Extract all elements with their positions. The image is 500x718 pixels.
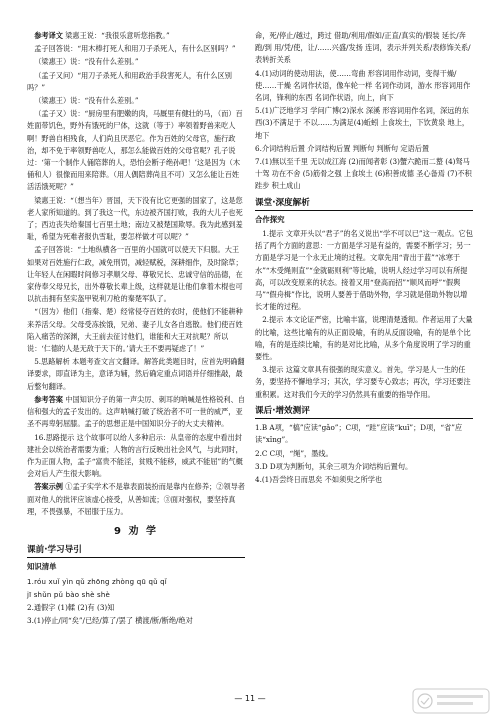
answer-example: 答案示例 ①孟子实学术不是靠表面装扮而是靠内在修养；②领导者面对他人的批评应该虚心接受，从善如流；③面对强权，要坚持真理，不畏强暴，不屈服于压力。 <box>27 482 245 516</box>
test-answer-2: 2.C C项，“绳”，墨线。 <box>255 448 333 458</box>
watermark-logo <box>412 688 490 714</box>
question-16-hint: 16.思路提示 这个故事可以给人多种启示：从皇帝的态度中看出封建社会以统治者需要为重；人物的言行反映出社会风气，与此同时，作为正面人物，孟子“富贵不能淫，贫贱不能移，威武不能屈”的气概会对后人产生很大影响。 <box>27 432 243 479</box>
answer-block: 参考答案 中国知识分子的第一声尖厉、刺耳的呐喊是性格锐利、自信和强大的孟子发出的。这声呐喊打破了统治者不可一世的威严，亚圣不再卑躬屈膝。孟子的思想正是中国知识分子的大丈夫精神。 <box>27 394 245 429</box>
pinyin-line-2: jī shǔn pǔ bào shè shè <box>27 590 111 599</box>
knowledge-item-3: 3.(1)停止/同“矣”/已经/算了/罢了 横渡/断/断绝/绝对 <box>27 616 193 626</box>
subsection-knowledge-list: 知识清单 <box>27 562 57 572</box>
test-answer-4: 4.(1)吾尝终日而思矣 不如须臾之所学也 <box>255 474 383 484</box>
question-5-hint: 5.思路解析 本题考查文言文翻译。解答此类题目时，应首先明确翻译要求，即直译为主，意译为辅，然后确定重点词语并仔细推敲，最后整句翻译。 <box>27 357 245 391</box>
section-header-inclass: 课堂·深度解析 <box>255 197 473 211</box>
translation-para: （孟子又）说：“厨房里有肥嫩的肉，马厩里有健壮的马，（而）百姓面带饥色，野外有饿死的尸体，这就（等于）率领着野兽来吃人啊！野兽自相残食，人们尚且厌恶它。作为百姓的父母官，施行政治，却不免于率领野兽吃人，那怎么能做百姓的父母官呢？孔子说过：‘第一个制作人俑陪葬的人，恐怕会断子绝孙吧！’这是因为（木俑和人）很像而用来陪葬。（用人偶陪葬尚且不可）又怎么能让百姓活活饿死呢？” <box>27 109 243 192</box>
answer-para: 4.(1)动词的使动用法，使……弯曲 形容词用作动词，变得干燥/使……干燥 名词作状语，像车轮一样 名词作动词，游水 形容词用作名词，锋利的东西 名词作状语，向上，向下 <box>255 68 471 103</box>
discussion-2: 2.提示 本文论证严密，比喻丰富，说理清楚透彻。作者运用了大量的比喻，这些比喻有的从正面设喻，有的从反面设喻，有的是单个比喻，有的是连续比喻，有的是对比比喻，从多个角度说明了学习的重要性。 <box>255 315 473 362</box>
test-answer-3: 3.D D项为判断句，其余三项为介词结构后置句。 <box>255 461 413 471</box>
left-column <box>27 30 245 628</box>
translation-para: （梁惠王）说：“没有什么差别。” <box>34 96 139 106</box>
answer-para: 7.(1)無以至千里 无以成江海 (2)而闻者彰 (3)蟹六跪而二螯 (4)驽马十驾 功在不舍 (5)筋骨之强 上食埃土 (6)积善成德 圣心备焉 (7)不积跬步 积土成山 <box>255 157 472 191</box>
lesson-title: 9 劝 学 <box>114 525 158 537</box>
page-number: — 11 — <box>234 694 266 703</box>
translation-intro: 参考译文 梁惠王说：“我很乐意听您指教。” <box>34 31 170 40</box>
test-answer-1: 1.B A项，“槁”应读“gǎo”；C项，“跬”应读“kuǐ”；D项，“省”应读“xǐng”。 <box>255 423 463 445</box>
right-column <box>255 30 473 487</box>
translation-para: “（因为）他们（指秦、楚）经常侵夺百姓的农时，使他们不能耕种来养活父母。父母受冻挨饿，兄弟、妻子儿女各自逃散。他们使百姓陷入痛苦的深渊，大王前去征讨他们，谁能和大王对抗呢？所以说：‘仁德的人是无敌于天下的。’请大王不要再疑虑了！” <box>27 307 243 354</box>
translation-para: （孟子又问）“用刀子杀死人和用政治手段害死人，有什么区别吗？” <box>27 70 232 92</box>
pinyin-line-1: 1.róu xuǐ yìn qǔ zhōng zhòng qū qǔ qǐ <box>27 577 167 586</box>
answer-para: 命，死/停止/越过，跨过 借助/利用/假如/正直/真实的/假装 延长/奔跑/到 用/凭/使，让/……兴盛/发扬 连词，表示并列关系/表修饰关系/表转折关系 <box>255 31 471 65</box>
discussion-1: 1.提示 文章开头以“君子”的名义说出“学不可以已”这一观点。它包括了两个方面的意思：一方面是学习是有益的，需要不断学习；另一方面是学习是一个永无止境的过程。文章先用“青出于蓝”“冰寒于水”“木受绳则直”“金就砺则利”等比喻，说明人经过学习可以有所提高，可以改变原来的状态。接着又用“登高而招”“顺风而呼”“假舆马”“假舟楫”作比，说明人要善于借助外物，学习就是借助外物以增长才能的过程。 <box>255 229 473 312</box>
section-header-preview: 课前·学习导引 <box>27 544 245 558</box>
translation-para: 孟子回答说：“用木棒打死人和用刀子杀死人，有什么区别吗？” <box>34 44 236 54</box>
answer-para: 5.(1)广泛地学习 学问广博(2)深水 深溪 形容词用作名词，深远的东西(3)不满足于 不以……为满足(4)蚯蚓 上食埃土，下饮黄泉 地上，地下 <box>255 106 470 140</box>
answer-para: 6.介词结构后置 介词结构后置 判断句 判断句 定语后置 <box>255 143 430 153</box>
translation-para: 梁惠王说：“（想当年）晋国，天下没有比它更强的国家了，这是您老人家所知道的。到了我这一代，东边被齐国打败，我的大儿子也死了；西边丧失给秦国七百里土地；南边又被楚国欺辱。我为此感到羞耻，希望为死难者报仇雪耻，要怎样做才可以呢？” <box>27 195 243 242</box>
knowledge-item-2: 2.通假字 (1)輮 (2)有 (3)知 <box>27 602 115 612</box>
subsection-cooperative: 合作探究 <box>255 214 285 224</box>
translation-para: 孟子回答说：“土地纵横各一百里的小国就可以使天下归服。大王如果对百姓施行仁政，减免刑罚，减轻赋税，深耕细作，及时除草；让年轻人在闲暇时间修习孝顺父母、尊敬兄长、忠诚守信的品德，在家侍奉父母兄长，出外尊敬长辈上级，这样就是让他们拿着木棍也可以抗击拥有坚实盔甲锐利刀枪的秦楚军队了。 <box>27 245 243 304</box>
discussion-3: 3.提示 这篇文章具有很强的现实意义。首先，学习是人一生的任务，要坚持不懈地学习；其次，学习要专心致志；再次，学习还要注重积累。这对我们今天的学习仍然具有重要的指导作用。 <box>255 365 471 399</box>
translation-para: （梁惠王）说：“没有什么差别。” <box>34 57 139 67</box>
section-header-after: 课后·增效测评 <box>255 405 473 419</box>
